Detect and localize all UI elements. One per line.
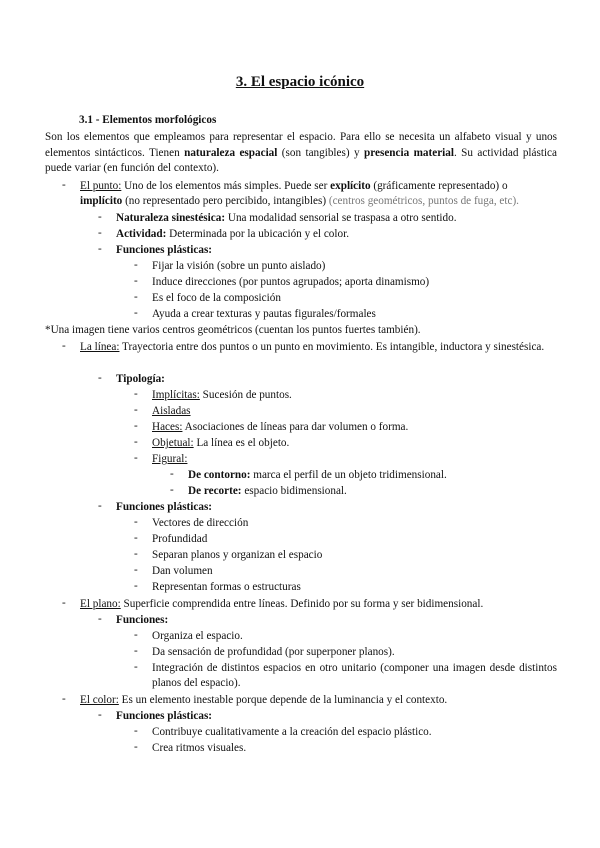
list-item: Figural:	[152, 453, 188, 465]
bullet-dash: -	[134, 548, 138, 560]
color-label: El color:	[80, 694, 119, 706]
intro-bold-2: presencia material	[364, 146, 454, 159]
bullet-dash: -	[98, 500, 102, 512]
bullet-dash: -	[98, 613, 102, 625]
bullet-dash: -	[134, 259, 138, 271]
text: marca el perfil de un objeto tridimensional.	[250, 469, 447, 481]
text: Asociaciones de líneas para dar volumen o forma.	[182, 421, 409, 433]
text: Sucesión de puntos.	[199, 389, 292, 401]
intro-bold-1: naturaleza espacial	[184, 146, 278, 159]
bullet-dash: -	[62, 693, 66, 705]
bullet-dash: -	[134, 725, 138, 737]
bullet-dash: -	[134, 404, 138, 416]
label: De recorte:	[188, 485, 242, 497]
list-item: Contribuye cualitativamente a la creación del espacio plástico.	[152, 726, 432, 738]
color-item	[80, 693, 447, 708]
label: Haces:	[152, 421, 183, 433]
punto-note: *Una imagen tiene varios centros geométricos (cuentan los puntos fuertes también).	[45, 324, 421, 336]
bullet-dash: -	[134, 452, 138, 464]
bullet-dash: -	[98, 211, 102, 223]
list-item: Profundidad	[152, 533, 208, 545]
list-item: Da sensación de profundidad (por superponer planos).	[152, 646, 395, 658]
linea-label: La línea:	[80, 341, 120, 353]
punto-label: El punto:	[80, 180, 122, 192]
plano-label: El plano:	[80, 598, 121, 610]
bullet-dash: -	[134, 420, 138, 432]
punto-text: (no representado pero percibido, intangibles)	[122, 195, 329, 207]
list-item: Fijar la visión (sobre un punto aislado)	[152, 260, 326, 272]
label: Implícitas:	[152, 389, 200, 401]
list-item: Aisladas	[152, 405, 191, 417]
bullet-dash: -	[134, 741, 138, 753]
bullet-dash: -	[134, 580, 138, 592]
plano-funciones-label: Funciones:	[116, 614, 169, 626]
plano-item	[80, 597, 483, 612]
bullet-dash: -	[134, 564, 138, 576]
intro-text: Son los elementos que empleamos para representar el espacio. Para ello se necesita un alfabeto visual y unos elementos sintácticos. Tienen	[45, 131, 557, 159]
list-item	[152, 388, 292, 403]
bullet-dash: -	[134, 436, 138, 448]
linea-funciones-label: Funciones plásticas:	[116, 501, 213, 513]
punto-bold: explícito	[330, 180, 371, 192]
linea-item	[80, 340, 557, 355]
bullet-dash: -	[134, 532, 138, 544]
intro-paragraph	[45, 130, 557, 177]
list-item: Es el foco de la composición	[152, 292, 281, 304]
label: Actividad:	[116, 228, 167, 240]
punto-actividad	[116, 227, 349, 242]
punto-item-cont	[80, 194, 519, 209]
punto-item	[80, 179, 508, 194]
punto-text: (gráficamente representado) o	[370, 180, 508, 192]
bullet-dash: -	[98, 227, 102, 239]
list-item: Crea ritmos visuales.	[152, 742, 247, 754]
text: Una modalidad sensorial se traspasa a otro sentido.	[225, 212, 457, 224]
plano-text: Superficie comprendida entre líneas. Definido por su forma y ser bidimensional.	[120, 598, 484, 610]
list-item: Integración de distintos espacios en otro unitario (componer una imagen desde distintos planos del espacio).	[152, 662, 557, 689]
text: La línea es el objeto.	[193, 437, 290, 449]
label: Naturaleza sinestésica:	[116, 212, 226, 224]
color-funciones-label: Funciones plásticas:	[116, 710, 213, 722]
list-item: Organiza el espacio.	[152, 630, 243, 642]
label: De contorno:	[188, 469, 251, 481]
punto-text: Uno de los elementos más simples. Puede ser	[121, 180, 331, 192]
linea-text: Trayectoria entre dos puntos o un punto en movimiento. Es intangible, inductora y sinestésica.	[119, 341, 545, 353]
page-title: 3. El espacio icónico	[235, 74, 365, 90]
text: espacio bidimensional.	[241, 485, 347, 497]
bullet-dash: -	[62, 179, 66, 191]
bullet-dash: -	[134, 516, 138, 528]
bullet-dash: -	[134, 307, 138, 319]
punto-gray-text: (centros geométricos, puntos de fuga, etc).	[328, 195, 519, 207]
intro-text: (son tangibles) y	[277, 146, 365, 159]
list-item: Representan formas o estructuras	[152, 581, 301, 593]
list-item	[188, 468, 447, 483]
bullet-dash: -	[134, 629, 138, 641]
bullet-dash: -	[98, 372, 102, 384]
list-item: Separan planos y organizan el espacio	[152, 549, 323, 561]
bullet-dash: -	[170, 468, 174, 480]
list-item	[188, 484, 347, 499]
intro-text: . Su actividad plástica puede variar (en función del contexto).	[45, 146, 557, 174]
punto-naturaleza	[116, 211, 457, 226]
bullet-dash: -	[62, 597, 66, 609]
punto-bold: implícito	[80, 195, 123, 207]
list-item: Ayuda a crear texturas y pautas figurales/formales	[152, 308, 376, 320]
bullet-dash: -	[134, 661, 138, 673]
bullet-dash: -	[134, 645, 138, 657]
bullet-dash: -	[98, 243, 102, 255]
list-item: Vectores de dirección	[152, 517, 249, 529]
bullet-dash: -	[134, 291, 138, 303]
label: Objetual:	[152, 437, 194, 449]
color-text: Es un elemento inestable porque depende de la luminancia y el contexto.	[118, 694, 448, 706]
list-item: Induce direcciones (por puntos agrupados; aporta dinamismo)	[152, 276, 430, 288]
bullet-dash: -	[170, 484, 174, 496]
list-item	[152, 420, 408, 435]
bullet-dash: -	[98, 709, 102, 721]
section-heading: 3.1 - Elementos morfológicos	[79, 114, 217, 126]
linea-tipologia-label: Tipología:	[116, 373, 165, 385]
list-item: Dan volumen	[152, 565, 213, 577]
bullet-dash: -	[134, 388, 138, 400]
punto-funciones-label: Funciones plásticas:	[116, 244, 213, 256]
list-item	[152, 436, 289, 451]
bullet-dash: -	[62, 340, 66, 352]
text: Determinada por la ubicación y el color.	[166, 228, 350, 240]
bullet-dash: -	[134, 275, 138, 287]
